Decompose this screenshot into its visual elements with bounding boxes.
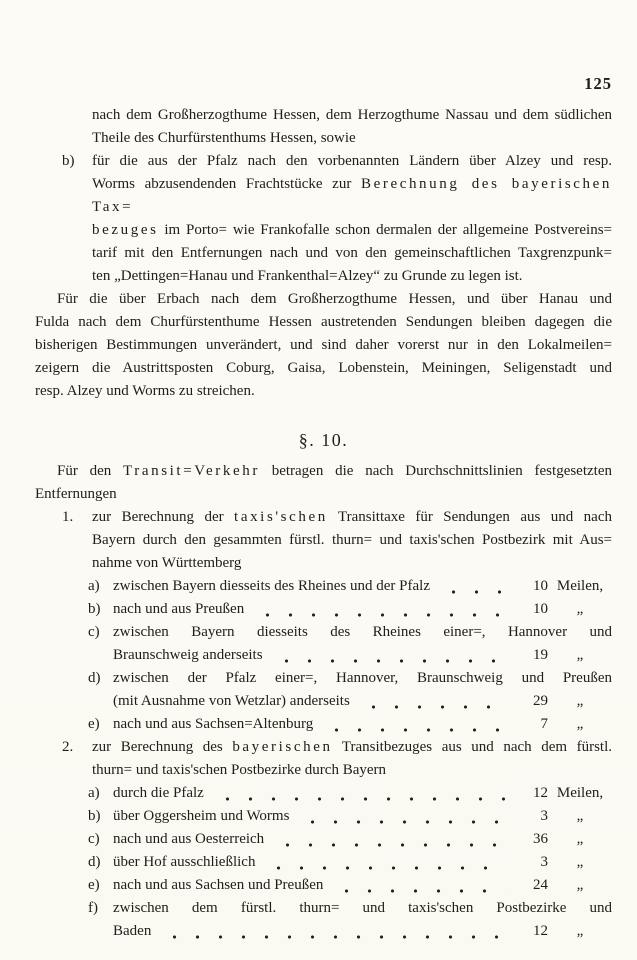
text-line bbox=[35, 104, 612, 127]
text-line bbox=[35, 127, 612, 150]
item-label: c) bbox=[88, 624, 100, 640]
distance-value: 24 bbox=[533, 877, 548, 893]
text-segment: bisherigen Bestimmungen unverändert, und sind daher vorerst nur in den Lokalmeilen= bbox=[35, 337, 612, 353]
text-line bbox=[35, 529, 612, 552]
text-line bbox=[35, 219, 612, 242]
text-line bbox=[35, 667, 612, 690]
text-segment: ten „Dettingen=Hanau und Frankenthal=Alzey“ zu Grunde zu legen ist. bbox=[92, 268, 523, 284]
text-line bbox=[35, 242, 612, 265]
item-label: e) bbox=[88, 716, 100, 732]
text-segment: zeigern die Austrittsposten Coburg, Gaisa, Lobenstein, Meiningen, Seligenstadt und bbox=[35, 360, 612, 376]
distance-text: nach und aus Preußen bbox=[113, 601, 245, 617]
text-segment: Für die über Erbach nach dem Großherzogthume Hessen, und über Hanau und bbox=[57, 291, 612, 307]
dot-leader bbox=[271, 644, 506, 667]
emphasized-text: bezuges bbox=[92, 222, 159, 238]
item-label: 2. bbox=[62, 739, 74, 755]
text-line bbox=[35, 150, 612, 173]
text-segment: nahme von Württemberg bbox=[92, 555, 242, 571]
item-label: a) bbox=[88, 578, 100, 594]
text-segment: betragen die nach Durchschnittslinien festgesetzten bbox=[259, 463, 612, 479]
text-segment: Fulda nach dem Churfürstenthume Hessen austretenden Sendungen bleiben dagegen die bbox=[35, 314, 612, 330]
distance-row bbox=[35, 805, 612, 828]
section-heading: §. 10. bbox=[298, 430, 349, 450]
text-segment: resp. Alzey und Worms zu streichen. bbox=[35, 383, 255, 399]
distance-value: 7 bbox=[540, 716, 548, 732]
distance-row bbox=[35, 874, 612, 897]
distance-value: 10 bbox=[533, 601, 548, 617]
dot-leader bbox=[159, 920, 506, 943]
text-line bbox=[35, 460, 612, 483]
distance-unit: „ bbox=[576, 808, 584, 824]
document-body bbox=[35, 104, 612, 943]
distance-value: 29 bbox=[533, 693, 548, 709]
distance-value: 12 bbox=[533, 923, 548, 939]
item-label: d) bbox=[88, 670, 101, 686]
text-line bbox=[35, 357, 612, 380]
text-line bbox=[35, 621, 612, 644]
dot-leader bbox=[263, 851, 506, 874]
emphasized-text: bayerischen bbox=[232, 739, 333, 755]
text-line bbox=[35, 334, 612, 357]
text-segment: Transittaxe für Sendungen aus und nach bbox=[327, 509, 612, 525]
distance-text: (mit Ausnahme von Wetzlar) anderseits bbox=[113, 693, 350, 709]
dot-leader bbox=[252, 598, 506, 621]
item-label: e) bbox=[88, 877, 100, 893]
text-segment: zwischen der Pfalz einer=, Hannover, Braunschweig und Preußen bbox=[113, 670, 612, 686]
text-segment: zur Berechnung der bbox=[92, 509, 235, 525]
distance-value: 19 bbox=[533, 647, 548, 663]
text-segment: zur Berechnung des bbox=[92, 739, 233, 755]
text-line bbox=[35, 288, 612, 311]
distance-row bbox=[35, 598, 612, 621]
distance-value: 12 bbox=[533, 785, 548, 801]
distance-unit: „ bbox=[576, 693, 584, 709]
item-label: 1. bbox=[62, 509, 74, 525]
dot-leader bbox=[321, 713, 506, 736]
item-label: f) bbox=[88, 900, 98, 916]
item-label: b) bbox=[88, 808, 101, 824]
distance-text: durch die Pfalz bbox=[113, 785, 204, 801]
text-segment: nach dem Großherzogthume Hessen, dem Herzogthume Nassau und dem südlichen bbox=[92, 107, 612, 123]
text-segment: tarif mit den Entfernungen nach und von den gemeinschaftlichen Taxgrenzpunk= bbox=[92, 245, 612, 261]
distance-value: 36 bbox=[533, 831, 548, 847]
item-label: b) bbox=[88, 601, 101, 617]
text-segment: für die aus der Pfalz nach den vorbenannten Ländern über Alzey und resp. bbox=[92, 153, 612, 169]
distance-unit: „ bbox=[576, 647, 584, 663]
distance-text: nach und aus Oesterreich bbox=[113, 831, 265, 847]
distance-unit: „ bbox=[576, 831, 584, 847]
distance-value: 10 bbox=[533, 578, 548, 594]
text-line bbox=[35, 552, 612, 575]
distance-row bbox=[35, 920, 612, 943]
distance-unit: Meilen, bbox=[556, 785, 604, 801]
distance-unit: „ bbox=[576, 854, 584, 870]
dot-leader bbox=[212, 782, 506, 805]
text-segment: im Porto= wie Frankofalle schon dermalen der allgemeine Postvereins= bbox=[158, 222, 612, 238]
distance-text: über Hof ausschließlich bbox=[113, 854, 256, 870]
text-line bbox=[35, 483, 612, 506]
distance-row bbox=[35, 828, 612, 851]
distance-text: zwischen Bayern diesseits des Rheines und der Pfalz bbox=[113, 578, 430, 594]
distance-unit: „ bbox=[576, 716, 584, 732]
distance-unit: „ bbox=[576, 601, 584, 617]
distance-text: Braunschweig anderseits bbox=[113, 647, 263, 663]
distance-text: nach und aus Sachsen=Altenburg bbox=[113, 716, 314, 732]
distance-unit: „ bbox=[576, 877, 584, 893]
distance-unit: Meilen, bbox=[556, 578, 604, 594]
text-segment: zwischen Bayern diesseits des Rheines einer=, Hannover und bbox=[113, 624, 612, 640]
distance-row bbox=[35, 644, 612, 667]
distance-row bbox=[35, 782, 612, 805]
distance-unit: „ bbox=[576, 923, 584, 939]
item-label: d) bbox=[88, 854, 101, 870]
text-line bbox=[35, 736, 612, 759]
distance-value: 3 bbox=[540, 808, 548, 824]
emphasized-text: Transit=Verkehr bbox=[123, 463, 260, 479]
text-segment: Transitbezuges aus und nach dem fürstl. bbox=[332, 739, 612, 755]
item-label: b) bbox=[62, 153, 75, 169]
dot-leader bbox=[272, 828, 506, 851]
page-number: 125 bbox=[584, 74, 612, 93]
dot-leader bbox=[438, 575, 506, 598]
text-line bbox=[35, 759, 612, 782]
text-segment: thurn= und taxis'schen Postbezirke durch Bayern bbox=[92, 762, 387, 778]
dot-leader bbox=[358, 690, 506, 713]
text-line bbox=[35, 506, 612, 529]
text-line bbox=[35, 897, 612, 920]
distance-row bbox=[35, 575, 612, 598]
distance-text: über Oggersheim und Worms bbox=[113, 808, 290, 824]
text-segment: Theile des Churfürstenthums Hessen, sowie bbox=[92, 130, 356, 146]
distance-text: Baden bbox=[113, 923, 152, 939]
distance-value: 3 bbox=[540, 854, 548, 870]
text-line bbox=[35, 265, 612, 288]
text-segment: Entfernungen bbox=[35, 486, 117, 502]
text-line bbox=[35, 380, 612, 403]
text-segment: zwischen dem fürstl. thurn= und taxis'schen Postbezirke und bbox=[113, 900, 612, 916]
emphasized-text: Berechnung des bayerischen Tax= bbox=[92, 176, 612, 215]
text-segment: Worms abzusendenden Frachtstücke zur bbox=[92, 176, 361, 192]
dot-leader bbox=[331, 874, 506, 897]
emphasized-text: taxis'schen bbox=[234, 509, 328, 525]
text-line bbox=[35, 173, 612, 219]
item-label: a) bbox=[88, 785, 100, 801]
item-label: c) bbox=[88, 831, 100, 847]
text-segment: Für den bbox=[57, 463, 124, 479]
distance-text: nach und aus Sachsen und Preußen bbox=[113, 877, 324, 893]
distance-row bbox=[35, 690, 612, 713]
distance-row bbox=[35, 851, 612, 874]
distance-row bbox=[35, 713, 612, 736]
dot-leader bbox=[297, 805, 506, 828]
text-segment: Bayern durch den gesammten fürstl. thurn= und taxis'schen Postbezirk mit Aus= bbox=[92, 532, 612, 548]
text-line bbox=[35, 311, 612, 334]
